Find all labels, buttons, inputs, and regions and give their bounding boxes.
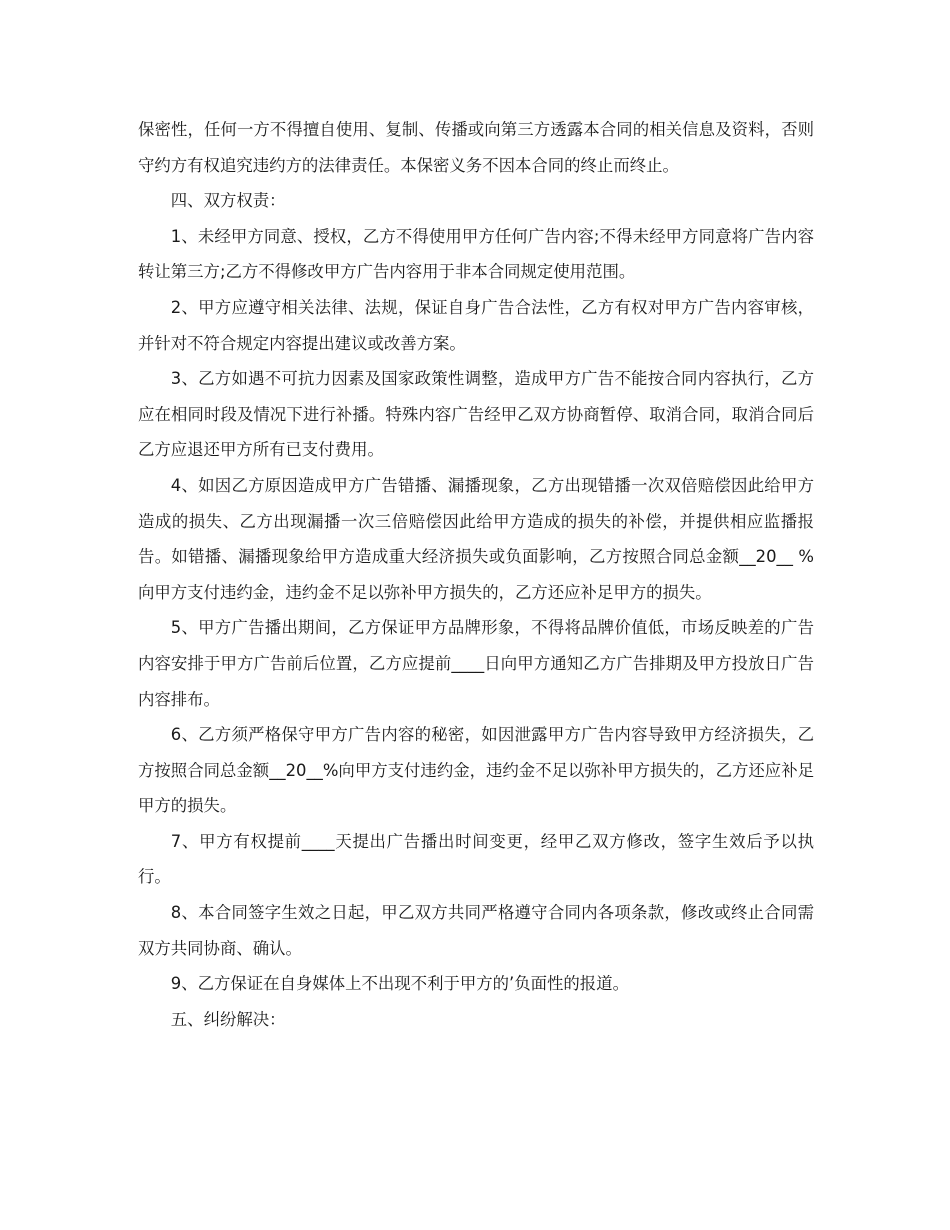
clause-6: 6、乙方须严格保守甲方广告内容的秘密，如因泄露甲方广告内容导致甲方经济损失，乙方按照合同总金额__20__%向甲方支付违约金，违约金不足以弥补甲方损失的，乙方还应补足甲方的损失。	[138, 725, 814, 816]
clause-8: 8、本合同签字生效之日起，甲乙双方共同严格遵守合同内各项条款，修改或终止合同需双方共同协商、确认。	[138, 903, 814, 958]
clause-3: 3、乙方如遇不可抗力因素及国家政策性调整，造成甲方广告不能按合同内容执行，乙方应在相同时段及情况下进行补播。特殊内容广告经甲乙双方协商暂停、取消合同，取消合同后乙方应退还甲方所有已支付费用。	[138, 369, 814, 460]
clause-9: 9、乙方保证在自身媒体上不出现不利于甲方的’负面性的报道。	[170, 974, 629, 994]
section-heading-rights-and-duties: 四、双方权责：	[170, 191, 286, 211]
clause-4: 4、如因乙方原因造成甲方广告错播、漏播现象，乙方出现错播一次双倍赔偿因此给甲方造成的损失、乙方出现漏播一次三倍赔偿因此给甲方造成的损失的补偿，并提供相应监播报告。如错播、漏播现象给甲方造成重大经济损失或负面影响，乙方按照合同总金额__20__ %向甲方支付违约金，违约金不足以弥补甲方损失的，乙方还应补足甲方的损失。	[138, 475, 814, 602]
clause-5: 5、甲方广告播出期间，乙方保证甲方品牌形象，不得将品牌价值低，市场反映差的广告内容安排于甲方广告前后位置，乙方应提前____日向甲方通知乙方广告排期及甲方投放日广告内容排布。	[138, 618, 814, 709]
paragraph-confidentiality-continuation: 保密性，任何一方不得擅自使用、复制、传播或向第三方透露本合同的相关信息及资料，否则守约方有权追究违约方的法律责任。本保密义务不因本合同的终止而终止。	[138, 120, 814, 175]
clause-2: 2、甲方应遵守相关法律、法规，保证自身广告合法性，乙方有权对甲方广告内容审核，并针对不符合规定内容提出建议或改善方案。	[138, 297, 814, 353]
document-body	[138, 112, 814, 1037]
section-heading-dispute-resolution: 五、纠纷解决：	[170, 1009, 286, 1029]
clause-1: 1、未经甲方同意、授权，乙方不得使用甲方任何广告内容;不得未经甲方同意将广告内容转让第三方;乙方不得修改甲方广告内容用于非本合同规定使用范围。	[138, 226, 814, 282]
clause-7: 7、甲方有权提前____天提出广告播出时间变更，经甲乙双方修改，签字生效后予以执行。	[138, 831, 814, 887]
